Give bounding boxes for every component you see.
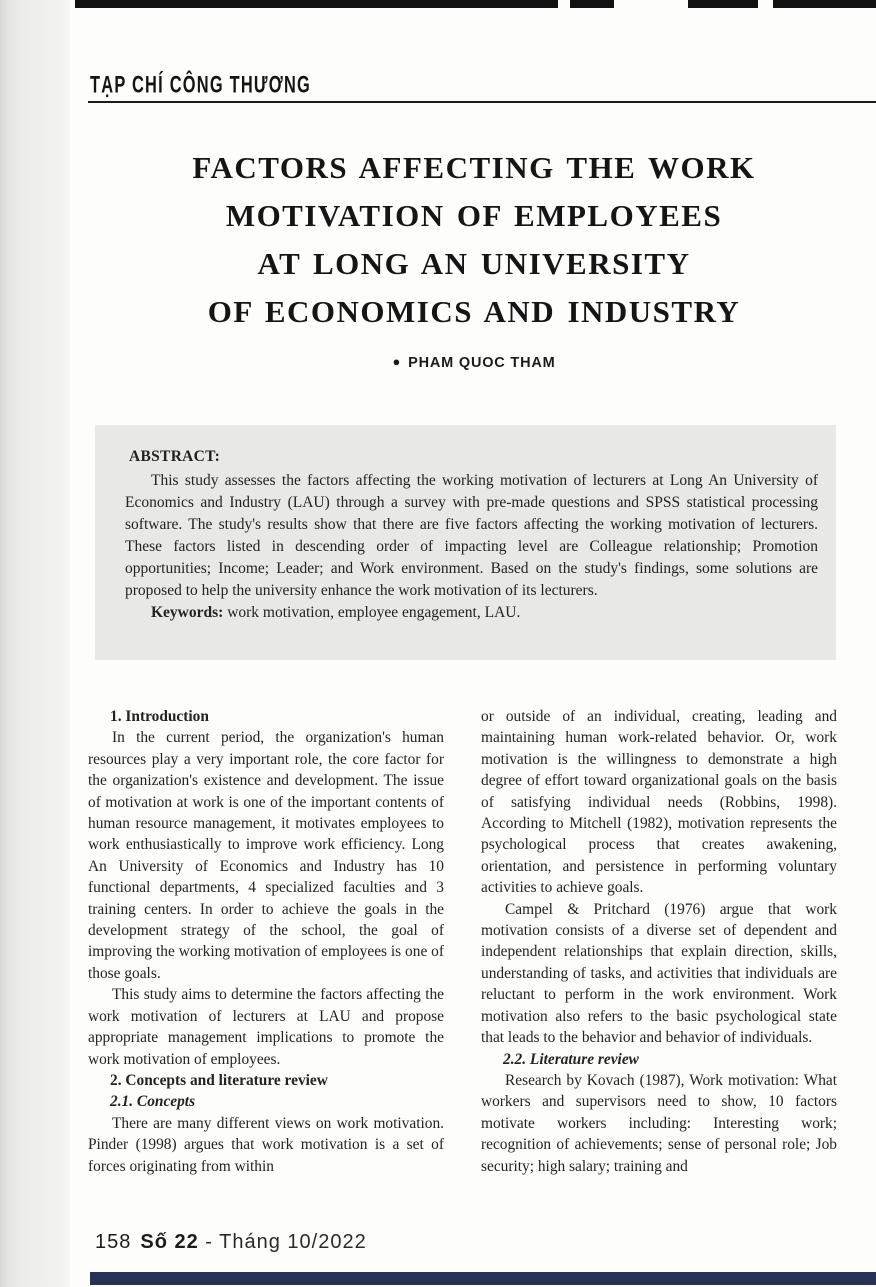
paragraph: There are many different views on work motivation. Pinder (1998) argues that work motivation is a set of forces originating from within xyxy=(88,1114,444,1175)
paragraph: Research by Kovach (1987), Work motivation: What workers and supervisors need to show, 10 factors motivate workers including: Interesting work; recognition of achievements; sense of personal role; Job security; high salary; training and xyxy=(481,1071,837,1175)
heading-concepts: 2.1. Concepts xyxy=(110,1093,196,1111)
abstract-keywords xyxy=(125,602,818,624)
author-name: PHAM QUOC THAM xyxy=(408,355,556,371)
issue-date: - Tháng 10/2022 xyxy=(205,1231,367,1253)
scan-edge-top-segment xyxy=(773,0,876,8)
abstract-heading: ABSTRACT: xyxy=(129,448,221,465)
paragraph: In the current period, the organization's human resources play a very important role, the core factor for the organization's existence and development. The issue of motivation at work is one of the important contents of human resource management, it motivates employees to work enthusiastically to improve work efficiency. Long An University of Economics and Industry has 10 functional departments, 4 specialized faculties and 3 training centers. In order to achieve the goals in the development strategy of the school, the goal of improving the working motivation of employees is one of those goals. xyxy=(88,729,444,982)
paragraph: This study aims to determine the factors affecting the work motivation of lecturers at LAU and propose appropriate management implications to promote the work motivation of employees. xyxy=(88,986,444,1068)
header-rule xyxy=(88,101,876,103)
page-footer xyxy=(95,1231,367,1254)
scan-edge-top-segment xyxy=(75,0,558,8)
scan-edge-bottom xyxy=(90,1272,876,1285)
keywords-text: work motivation, employee engagement, LAU. xyxy=(227,604,521,621)
author-bullet-icon: ● xyxy=(392,354,402,369)
paragraph: or outside of an individual, creating, leading and maintaining human work-related behavior. Or, work motivation is the willingness to demonstrate a high degree of effort toward organizational goals on the basis of satisfying individual needs (Robbins, 1998). According to Mitchell (1982), motivation represents the psychological process that creates awakening, orientation, and persistence in performing voluntary activities to achieve goals. xyxy=(481,708,837,897)
author-line xyxy=(72,355,876,371)
keywords-label: Keywords: xyxy=(151,604,224,621)
heading-introduction: 1. Introduction xyxy=(110,708,209,725)
issue-number: Số 22 xyxy=(140,1231,199,1253)
right-column xyxy=(481,706,837,1177)
left-column xyxy=(88,706,444,1177)
article-title-line: OF ECONOMICS AND INDUSTRY xyxy=(207,294,741,329)
journal-masthead: TẠP CHÍ CÔNG THƯƠNG xyxy=(90,72,312,99)
scan-edge-top-segment xyxy=(688,0,758,8)
abstract-body: This study assesses the factors affecting the working motivation of lecturers at Long An University of Economics and Industry (LAU) through a survey with pre-made questions and SPSS statistical processing software. The study's results show that there are five factors affecting the working motivation of lecturers. These factors listed in descending order of impacting level are Colleague relationship; Promotion opportunities; Income; Leader; and Work environment. Based on the study's findings, some solutions are proposed to help the university enhance the work motivation of its lecturers. xyxy=(125,472,818,599)
heading-literature-review: 2.2. Literature review xyxy=(503,1050,639,1068)
scan-edge-top-segment xyxy=(570,0,614,8)
article-body xyxy=(88,706,838,1177)
page-number: 158 xyxy=(95,1231,132,1253)
paragraph: Campel & Pritchard (1976) argue that work motivation consists of a diverse set of dependent and independent relationships that explain direction, skills, understanding of tasks, and activities that individuals are reluctant to perform in the work environment. Work motivation also refers to the basic psychological state that leads to the behavior and behavior of individuals. xyxy=(481,900,837,1047)
article-title-line: FACTORS AFFECTING THE WORK xyxy=(192,150,756,185)
abstract-box xyxy=(95,425,836,660)
article-title-line: MOTIVATION OF EMPLOYEES xyxy=(225,198,723,233)
scan-edge-top xyxy=(0,0,876,8)
heading-concepts-and-literature-review: 2. Concepts and literature review xyxy=(110,1071,328,1089)
scan-edge-left xyxy=(0,0,70,1287)
article-title xyxy=(72,144,876,336)
article-title-line: AT LONG AN UNIVERSITY xyxy=(257,246,691,281)
